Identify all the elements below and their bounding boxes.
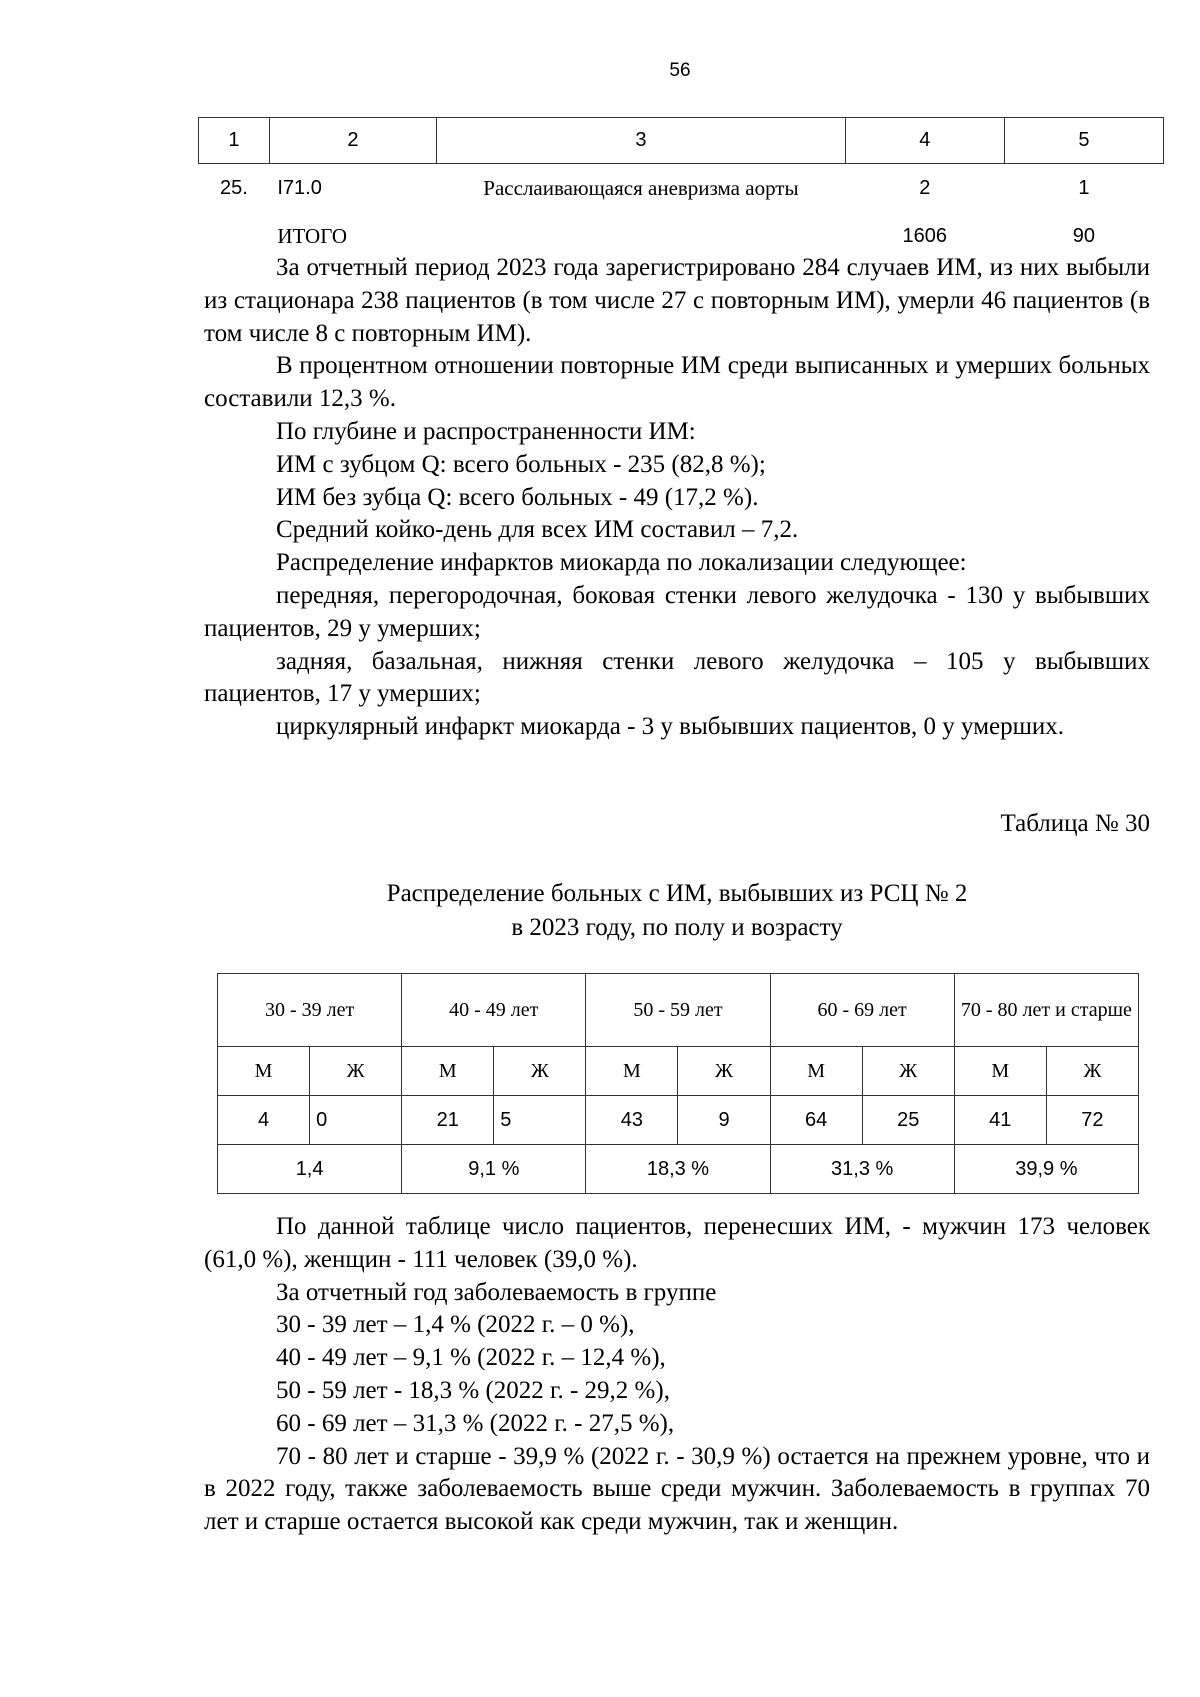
sex-label-male: М	[218, 1047, 310, 1096]
sex-label-female: Ж	[862, 1047, 954, 1096]
paragraph: задняя, базальная, нижняя стенки левого желудочка – 105 у выбывших пациентов, 17 у умерших;	[204, 647, 1150, 708]
top-table-header	[199, 118, 1164, 164]
paragraph: Средний койко-день для всех ИМ составил – 7,2.	[276, 516, 799, 544]
header-cell: 3	[437, 118, 846, 164]
sex-label-female: Ж	[310, 1047, 402, 1096]
paragraph: По глубине и распространенности ИМ:	[276, 417, 696, 445]
paragraph: циркулярный инфаркт миокарда - 3 у выбывших пациентов, 0 у умерших.	[276, 713, 1065, 741]
paragraph: Распределение инфарктов миокарда по локализации следующее:	[276, 549, 967, 577]
count-male: 4	[218, 1096, 310, 1145]
table-title-line: Распределение больных с ИМ, выбывших из РСЦ № 2	[386, 880, 968, 907]
page-number: 56	[669, 60, 691, 81]
header-cell: 1	[199, 118, 270, 164]
age-group-header: 60 - 69 лет	[770, 974, 954, 1047]
table-caption: Таблица № 30	[1000, 810, 1150, 837]
count-female: 72	[1046, 1096, 1138, 1145]
age-sex-table	[217, 973, 1139, 1194]
header-cell: 5	[1004, 118, 1163, 164]
count-male: 41	[954, 1096, 1046, 1145]
paragraph: 60 - 69 лет – 31,3 % (2022 г. - 27,5 %),	[276, 1409, 675, 1437]
sex-label-male: М	[770, 1047, 862, 1096]
sex-label-male: М	[954, 1047, 1046, 1096]
text-block-1	[204, 252, 1150, 744]
sex-label-female: Ж	[678, 1047, 770, 1096]
header-cell: 2	[269, 118, 436, 164]
age-group-header: 50 - 59 лет	[586, 974, 770, 1047]
col4-value: 2	[919, 176, 931, 199]
total-col4: 1606	[902, 224, 948, 247]
table-title	[204, 877, 1150, 945]
col5-value: 1	[1078, 176, 1090, 199]
sex-label-female: Ж	[494, 1047, 586, 1096]
count-female: 9	[678, 1096, 770, 1145]
paragraph: В процентном отношении повторные ИМ среди выписанных и умерших больных составили 12,3 %.	[204, 352, 1150, 413]
percent-cell: 9,1 %	[402, 1145, 586, 1194]
count-female: 25	[862, 1096, 954, 1145]
header-cell: 4	[845, 118, 1004, 164]
paragraph: 50 - 59 лет - 18,3 % (2022 г. - 29,2 %),	[276, 1376, 670, 1404]
total-label: ИТОГО	[277, 223, 347, 248]
count-male: 43	[586, 1096, 678, 1145]
paragraph: 30 - 39 лет – 1,4 % (2022 г. – 0 %),	[276, 1311, 635, 1339]
percent-cell: 1,4	[218, 1145, 402, 1194]
paragraph: По данной таблице число пациентов, перенесших ИМ, - мужчин 173 человек (61,0 %), женщин - 111 человек (39,0 %).	[204, 1213, 1150, 1273]
paragraph: За отчетный год заболеваемость в группе	[276, 1278, 717, 1306]
paragraph: 70 - 80 лет и старше - 39,9 % (2022 г. - 30,9 %) остается на прежнем уровне, что и в 2022 году, также заболеваемость выше среди мужчин. Заболеваемость в группах 70 лет и старше остается высокой как среди мужчин, так и женщин.	[204, 1442, 1150, 1536]
diagnosis-name: Расслаивающаяся аневризма аорты	[483, 175, 799, 200]
diagnosis-code: I71.0	[277, 176, 322, 199]
paragraph: ИМ без зубца Q: всего больных - 49 (17,2 %).	[276, 483, 759, 511]
count-female: 5	[494, 1096, 586, 1145]
percent-cell: 18,3 %	[586, 1145, 770, 1194]
percent-cell: 31,3 %	[770, 1145, 954, 1194]
top-table	[198, 117, 1164, 260]
row-number: 25.	[220, 176, 248, 199]
sex-label-male: М	[402, 1047, 494, 1096]
total-col5: 90	[1072, 224, 1096, 247]
sex-label-female: Ж	[1046, 1047, 1138, 1096]
paragraph: За отчетный период 2023 года зарегистрировано 284 случаев ИМ, из них выбыли из стационара 238 пациентов (в том числе 27 с повторным ИМ), умерли 46 пациентов (в том числе 8 с повторным ИМ).	[204, 254, 1150, 347]
table-title-line: в 2023 году, по полу и возрасту	[511, 914, 843, 941]
paragraph: передняя, перегородочная, боковая стенки левого желудочка - 130 у выбывших пациентов, 29 у умерших;	[204, 581, 1150, 642]
age-group-header: 40 - 49 лет	[402, 974, 586, 1047]
percent-cell: 39,9 %	[954, 1145, 1138, 1194]
sex-header-row	[218, 1047, 1139, 1096]
count-male: 21	[402, 1096, 494, 1145]
table-row	[199, 164, 1164, 213]
sex-label-male: М	[586, 1047, 678, 1096]
text-block-2	[204, 1211, 1150, 1539]
count-row	[218, 1096, 1139, 1145]
paragraph: ИМ с зубцом Q: всего больных - 235 (82,8 %);	[276, 450, 766, 478]
age-group-header-row	[218, 974, 1139, 1047]
age-group-header: 70 - 80 лет и старше	[954, 974, 1138, 1047]
age-group-header: 30 - 39 лет	[218, 974, 402, 1047]
count-male: 64	[770, 1096, 862, 1145]
paragraph: 40 - 49 лет – 9,1 % (2022 г. – 12,4 %),	[276, 1344, 666, 1372]
count-female: 0	[310, 1096, 402, 1145]
percent-row	[218, 1145, 1139, 1194]
